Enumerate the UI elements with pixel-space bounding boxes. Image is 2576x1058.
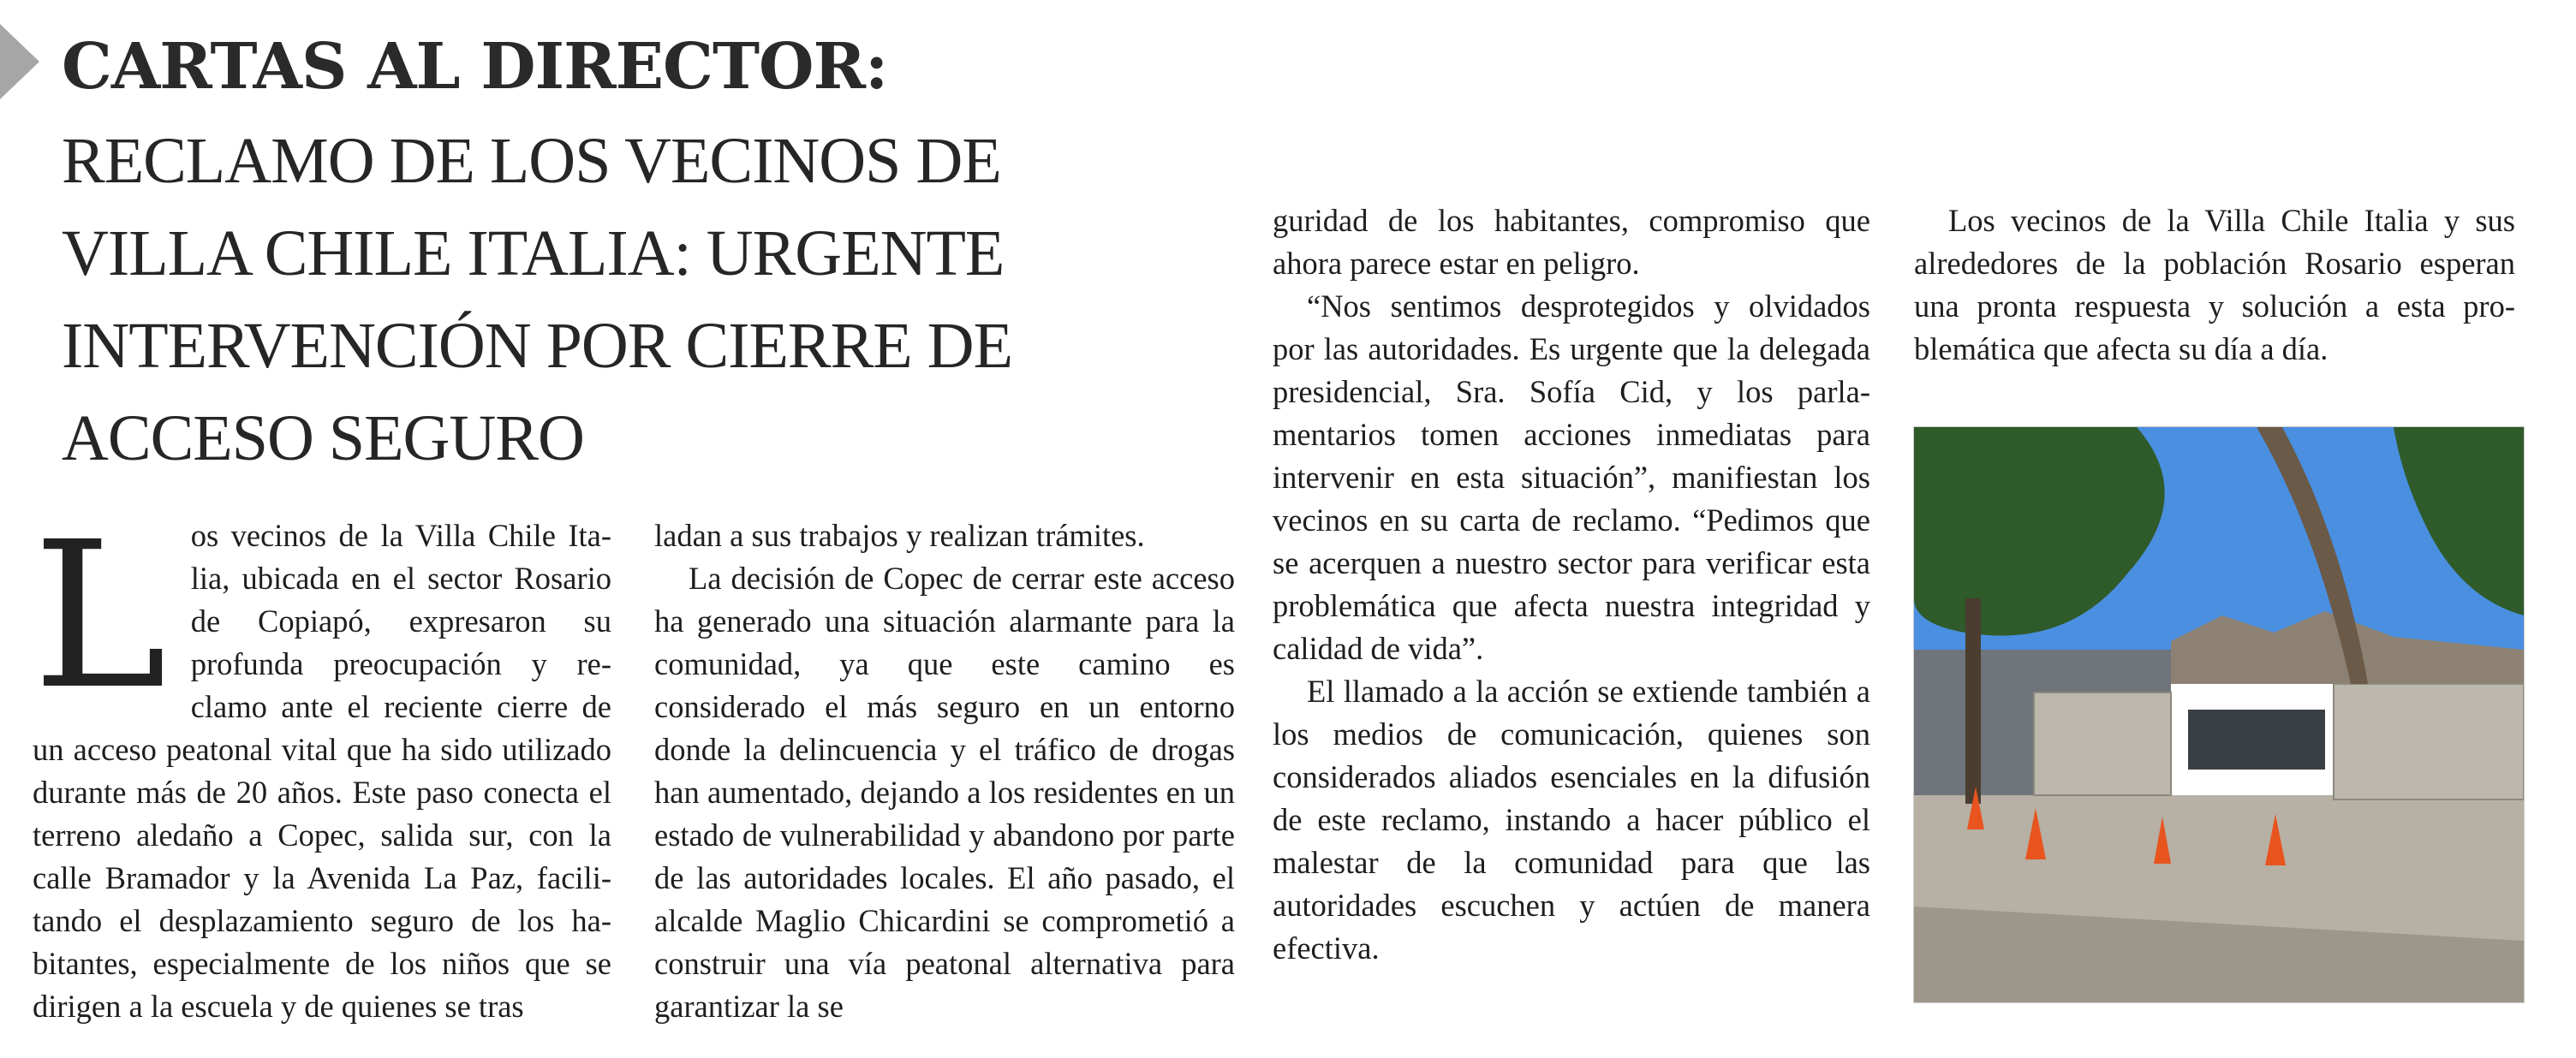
paragraph-1-part-b: ladan a sus trabajos y realizan trámites. xyxy=(654,518,1145,553)
street-scene-image xyxy=(1914,427,2524,1002)
article-headline: RECLAMO DE LOS VECINOS DE VILLA CHILE ITALIA: URGENTE INTERVENCIÓN POR CIERRE DE ACCESO SEGURO xyxy=(62,125,1012,474)
paragraph-1-cont xyxy=(654,514,1235,557)
photo-parked-cars xyxy=(2188,710,2325,770)
paragraph-1-part-a: os vecinos de la Villa Chile Italia, ubicada en el sector Rosario de Copiapó, expresaron su profunda preocupación y reclamo ante el reciente cierre de un acceso peatonal vital que ha sido utilizado durante más de 20 años. Este paso conecta el terreno aledaño a Copec, salida sur, con la calle Bramador y la Avenida La Paz, facilitando el desplazamiento seguro de los habitantes, especialmente de los niños que se dirigen a la escuela y de quienes se tras xyxy=(33,518,611,1024)
photo-trunk-left xyxy=(1965,598,1981,804)
article-column-3 xyxy=(1273,199,1870,970)
article-column-1 xyxy=(33,498,611,1028)
paragraph-2-part-b: guridad de los habitantes, compromiso que ahora parece estar en peligro. xyxy=(1273,203,1870,281)
drop-cap: L xyxy=(33,498,167,734)
paragraph-2-part-a: La decisión de Copec de cerrar este acceso ha generado una situación alarmante para la comunidad, ya que este camino es considerado el más seguro en un entorno donde la delincuencia y el tráfico de drogas han aumentado, dejando a los residentes en un estado de vulnerabilidad y abandono por parte de las autoridades locales. El año pasado, el alcalde Maglio Chicardini se comprometió a construir una vía peatonal alternativa para garantizar la se xyxy=(654,561,1235,1024)
photo-block-wall-left xyxy=(2034,692,2171,795)
paragraph-2-cont xyxy=(1273,199,1870,285)
section-kicker: CARTAS AL DIRECTOR: xyxy=(62,30,888,104)
paragraph-4: El llamado a la acción se extiende también a los medios de comunicación, quienes son considerados aliados esenciales en la difusión de este reclamo, instando a hacer público el malestar de la comunidad para que las autoridades escuchen y actúen de manera efectiva. xyxy=(1273,674,1870,966)
photo-block-wall-right xyxy=(2334,684,2524,799)
paragraph-3: “Nos sentimos desprotegidos y olvidados por las autoridades. Es urgente que la delegada presidencial, Sra. Sofía Cid, y los parlamentarios tomen acciones inmediatas para intervenir en esta situación”, manifiestan los vecinos en su carta de reclamo. “Pedimos que se acerquen a nuestro sector para verificar esta problemática que afecta nuestra integridad y calidad de vida”. xyxy=(1273,288,1870,666)
article-photo xyxy=(1913,426,2525,1003)
article-column-4 xyxy=(1914,199,2515,371)
paragraph-2 xyxy=(654,557,1235,1028)
section-marker-icon xyxy=(0,24,39,99)
article-column-2 xyxy=(654,514,1235,1028)
paragraph-5: Los vecinos de la Villa Chile Italia y sus alrededores de la población Rosario esperan una pronta respuesta y solución a esta problemática que afecta su día a día. xyxy=(1914,203,2515,366)
